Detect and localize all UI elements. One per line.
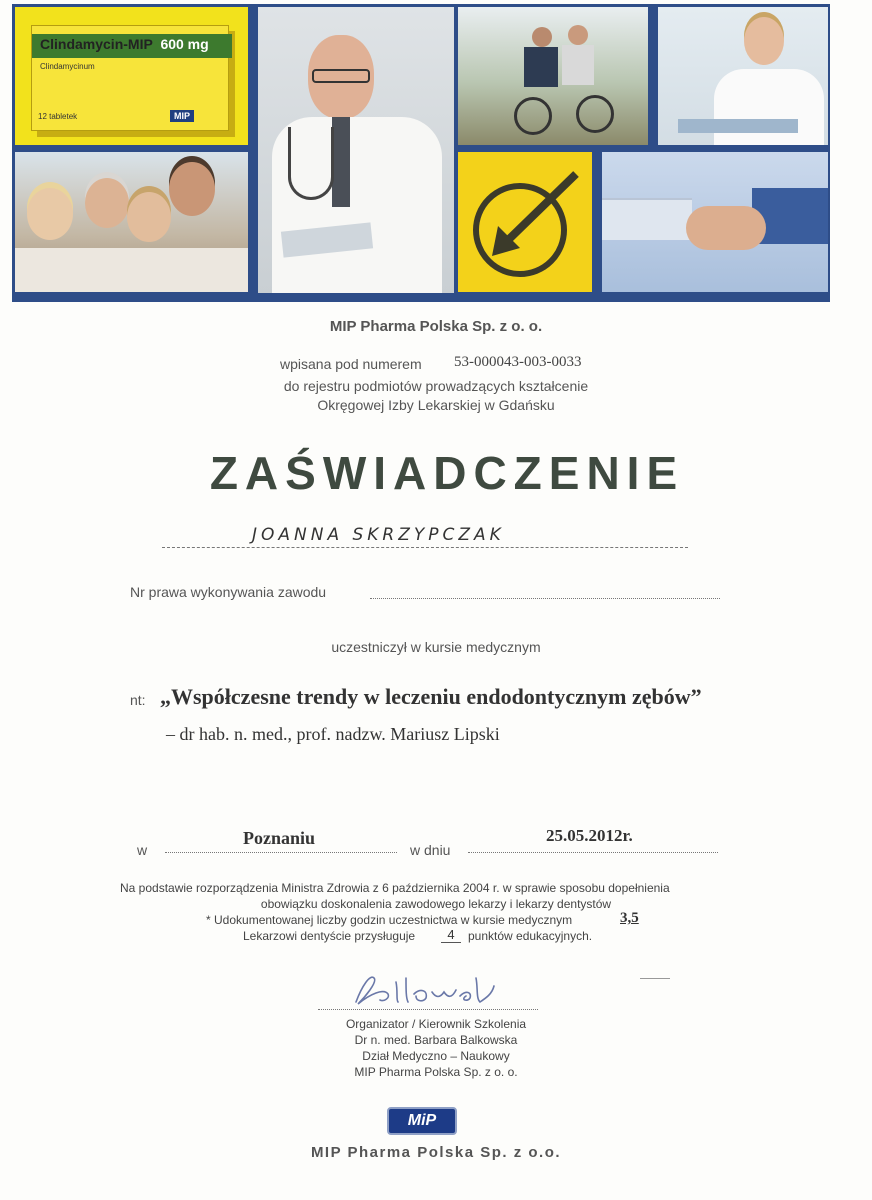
topic-prefix: nt: (130, 692, 146, 708)
family-photo (15, 152, 248, 292)
mip-logo-icon: MiP (387, 1107, 457, 1135)
document-title: ZAŚWIADCZENIE (209, 447, 685, 499)
product-dose: 600 mg (160, 36, 209, 52)
date-label: w dniu (410, 842, 451, 858)
name-line (162, 547, 688, 548)
lab-worker-photo (658, 7, 828, 145)
course-topic: „Współczesne trendy w leczeniu endodontycznym zębów” (160, 684, 702, 709)
participated-label: uczestniczył w kursie medycznym (331, 639, 541, 655)
handwritten-signature (344, 968, 504, 1010)
photo-banner (12, 4, 830, 302)
points-value: 4 (441, 927, 461, 943)
signature-line (318, 1009, 538, 1010)
signature-company: MIP Pharma Polska Sp. z o. o. (354, 1065, 518, 1079)
footer-company: MIP Pharma Polska Sp. z o.o. (310, 1144, 562, 1161)
points-suffix: punktów edukacyjnych. (468, 929, 593, 943)
signature-department: Dział Medyczno – Naukowy (362, 1049, 510, 1063)
cyclists-photo (458, 7, 648, 145)
signature-role: Organizator / Kierownik Szkolenia (345, 1017, 527, 1031)
registry-line-1: do rejestru podmiotów prowadzących kształcenie (283, 378, 589, 394)
participant-name: JOANNA SKRZYPCZAK (252, 525, 505, 545)
doctor-photo (258, 7, 454, 293)
stray-mark (640, 978, 670, 979)
registry-number: 53-000043-003-0033 (454, 354, 582, 370)
company-heading: MIP Pharma Polska Sp. z o. o. (329, 318, 543, 335)
course-date: 25.05.2012r. (546, 826, 633, 845)
product-count: 12 tabletek (38, 112, 78, 121)
handshake-photo (602, 152, 828, 292)
date-line (468, 852, 718, 853)
city-line (165, 852, 397, 853)
license-line (370, 598, 720, 599)
legal-line-2: obowiązku doskonalenia zawodowego lekarzy i lekarzy dentystów (260, 897, 612, 911)
hours-value: 3,5 (620, 910, 639, 926)
arrow-logo-tile (458, 152, 592, 292)
arrow-circle-icon (458, 152, 592, 292)
hours-label: * Udokumentowanej liczby godzin uczestnictwa w kursie medycznym (206, 913, 573, 927)
points-prefix: Lekarzowi dentyście przysługuje (243, 929, 416, 943)
location-label: w (137, 842, 148, 858)
product-name: Clindamycin-MIP (40, 36, 153, 52)
course-lecturer: – dr hab. n. med., prof. nadzw. Mariusz Lipski (166, 724, 500, 744)
product-brand-icon: MIP (170, 110, 194, 122)
product-box-image (15, 7, 248, 145)
product-generic: Clindamycinum (40, 62, 95, 71)
registry-line-2: Okręgowej Izby Lekarskiej w Gdańsku (317, 397, 555, 413)
legal-line-1: Na podstawie rozporządzenia Ministra Zdrowia z 6 października 2004 r. w sprawie sposobu dopełnienia (120, 881, 670, 895)
registered-label: wpisana pod numerem (280, 356, 422, 372)
license-label: Nr prawa wykonywania zawodu (130, 584, 327, 600)
signature-person: Dr n. med. Barbara Balkowska (354, 1033, 518, 1047)
location-city: Poznaniu (243, 828, 316, 848)
